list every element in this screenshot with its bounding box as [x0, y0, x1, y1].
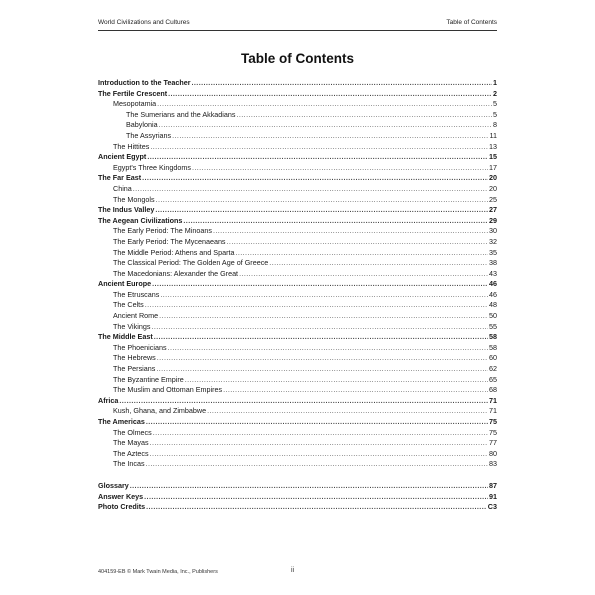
toc-entry: [98, 300, 497, 311]
toc-entry: [98, 332, 497, 343]
toc-entry-page: 35: [489, 247, 497, 257]
page-number: ii: [291, 567, 295, 574]
toc-entry-page: 50: [489, 311, 497, 321]
toc-dot-leader: [207, 406, 488, 417]
running-header: [98, 19, 497, 26]
toc-dot-leader: [269, 258, 488, 269]
toc-dot-leader: [168, 89, 492, 100]
toc-dot-leader: [150, 142, 488, 153]
toc-entry-label: The Mayas: [113, 438, 149, 448]
toc-entry-label: The Assyrians: [126, 130, 172, 140]
toc-entry: [98, 343, 497, 354]
toc-dot-leader: [146, 502, 487, 513]
toc-entry: [98, 481, 497, 492]
toc-entry: [98, 152, 497, 163]
toc-entry-label: The Classical Period: The Golden Age of Greece: [113, 258, 269, 268]
toc-entry: [98, 449, 497, 460]
toc-entry-label: The Incas: [113, 459, 145, 469]
toc-entry-label: The Celts: [113, 300, 144, 310]
toc-entry-page: 20: [489, 183, 497, 193]
toc-entry-label: The Aegean Civilizations: [98, 215, 183, 225]
toc-dot-leader: [159, 120, 492, 131]
toc-dot-leader: [146, 459, 488, 470]
toc-dot-leader: [154, 332, 488, 343]
toc-entry: [98, 120, 497, 131]
toc-entry: [98, 375, 497, 386]
toc-dot-leader: [227, 237, 488, 248]
toc-entry-page: 46: [489, 279, 497, 289]
toc-entry-label: Egypt's Three Kingdoms: [113, 162, 191, 172]
toc-entry: [98, 237, 497, 248]
toc-entry-label: Kush, Ghana, and Zimbabwe: [113, 406, 207, 416]
toc-entry: [98, 184, 497, 195]
toc-dot-leader: [168, 343, 488, 354]
toc-entry-page: 75: [489, 417, 497, 426]
toc-entry-page: 15: [489, 152, 497, 162]
toc-entry-page: 32: [489, 236, 497, 246]
toc-entry-label: Mesopotamia: [113, 99, 157, 109]
toc-entry-label: The Middle Period: Athens and Sparta: [113, 247, 235, 257]
toc-dot-leader: [152, 279, 488, 290]
toc-entry-label: The Muslim and Ottoman Empires: [113, 385, 223, 395]
toc-entry-page: 5: [493, 109, 497, 119]
toc-entry-label: Glossary: [98, 480, 129, 490]
toc-entry-label: The Sumerians and the Akkadians: [126, 109, 236, 119]
toc-entry-page: 27: [489, 205, 497, 215]
toc-entry: [98, 226, 497, 237]
toc-dot-leader: [151, 322, 488, 333]
toc-entry-page: 30: [489, 226, 497, 236]
toc-entry-label: Answer Keys: [98, 491, 144, 501]
toc-entry: [98, 364, 497, 375]
toc-entry: [98, 89, 497, 100]
toc-entry: [98, 385, 497, 396]
toc-entry: [98, 173, 497, 184]
toc-entry: [98, 205, 497, 216]
toc-entry-label: The Phoenicians: [113, 342, 167, 352]
toc-dot-leader: [145, 300, 488, 311]
toc-dot-leader: [157, 99, 492, 110]
toc-dot-leader: [239, 269, 488, 280]
toc-entry-label: The Vikings: [113, 321, 151, 331]
toc-entry: [98, 258, 497, 269]
toc-entry-label: The Americas: [98, 417, 145, 426]
toc-entry-page: 55: [489, 321, 497, 331]
toc-entry-page: 25: [489, 194, 497, 204]
toc-entry: [98, 99, 497, 110]
toc-entry-label: The Aztecs: [113, 448, 149, 458]
toc-entry-page: 80: [489, 448, 497, 458]
toc-entry-page: 87: [489, 480, 497, 490]
toc-dot-leader: [156, 364, 488, 375]
toc-dot-leader: [153, 428, 488, 439]
toc-dot-leader: [223, 385, 488, 396]
toc-entry-label: The Etruscans: [113, 289, 160, 299]
toc-entry-label: Photo Credits: [98, 502, 146, 512]
toc-entry: [98, 248, 497, 259]
toc-dot-leader: [172, 131, 488, 142]
toc-dot-leader: [157, 353, 488, 364]
toc-entry-page: 38: [489, 258, 497, 268]
toc-dot-leader: [150, 449, 488, 460]
toc-entry-label: The Indus Valley: [98, 205, 155, 215]
toc-dot-leader: [147, 152, 488, 163]
toc-entry-label: Ancient Rome: [113, 311, 159, 321]
toc-entry-label: Babylonia: [126, 120, 158, 130]
toc-entry-page: 20: [489, 173, 497, 183]
toc-entry-label: The Olmecs: [113, 427, 152, 437]
toc-entry-label: The Byzantine Empire: [113, 374, 184, 384]
toc-entry-page: 29: [489, 215, 497, 225]
toc-entry-label: The Far East: [98, 173, 142, 183]
toc-dot-leader: [144, 492, 488, 503]
toc-entry: [98, 492, 497, 503]
toc-entry-label: The Fertile Crescent: [98, 88, 168, 98]
toc-entry: [98, 290, 497, 301]
toc-dot-leader: [236, 110, 492, 121]
toc-entry: [98, 142, 497, 153]
toc-dot-leader: [133, 184, 488, 195]
toc-entry-page: 48: [489, 300, 497, 310]
toc-entry: [98, 459, 497, 470]
toc-entry-label: China: [113, 183, 132, 193]
toc-entry-page: 1: [493, 78, 497, 87]
toc-dot-leader: [150, 438, 488, 449]
header-section-title: Table of Contents: [446, 19, 497, 26]
toc-entry-page: 13: [489, 141, 497, 151]
toc-entry-label: Introduction to the Teacher: [98, 78, 191, 87]
toc-dot-leader: [192, 78, 492, 89]
toc-entry-page: 83: [489, 459, 497, 469]
toc-entry-page: 43: [489, 268, 497, 278]
toc-entry: [98, 322, 497, 333]
toc-entry-page: 2: [493, 88, 497, 98]
toc-dot-leader: [185, 375, 488, 386]
toc-entry: [98, 438, 497, 449]
toc-entry-page: 58: [489, 332, 497, 342]
toc-entry: [98, 131, 497, 142]
toc-entry: [98, 279, 497, 290]
toc-entry-page: 58: [489, 342, 497, 352]
toc-entry-label: Ancient Europe: [98, 279, 152, 289]
toc-entry: [98, 502, 497, 513]
toc-entry-label: The Macedonians: Alexander the Great: [113, 268, 239, 278]
toc-dot-leader: [183, 216, 488, 227]
toc-entry-label: The Early Period: The Mycenaeans: [113, 236, 226, 246]
toc-entry-label: The Mongols: [113, 194, 155, 204]
toc-entry-label: The Hebrews: [113, 353, 156, 363]
toc-entry-page: 77: [489, 438, 497, 448]
page-title: Table of Contents: [241, 51, 354, 66]
toc-dot-leader: [213, 226, 488, 237]
toc-entry: [98, 78, 497, 89]
toc-entry-page: 46: [489, 289, 497, 299]
toc-entry: [98, 428, 497, 439]
toc-entry: [98, 110, 497, 121]
toc-entry: [98, 353, 497, 364]
toc-entry: [98, 417, 497, 428]
toc-entry-page: 17: [489, 162, 497, 172]
toc-dot-leader: [192, 163, 488, 174]
toc-dot-leader: [146, 417, 488, 428]
toc-entry-page: 5: [493, 99, 497, 109]
toc-entry-page: 8: [493, 120, 497, 130]
toc-entry-page: 91: [489, 491, 497, 501]
header-divider: [98, 30, 497, 31]
toc-dot-leader: [159, 311, 488, 322]
toc-entry-page: 11: [489, 130, 497, 140]
toc-entry-page: 68: [489, 385, 497, 395]
toc-entry-label: The Hittites: [113, 141, 150, 151]
toc-dot-leader: [142, 173, 488, 184]
toc-dot-leader: [119, 396, 488, 407]
toc-entry-page: 65: [489, 374, 497, 384]
toc-entry-label: The Early Period: The Minoans: [113, 226, 212, 236]
toc-dot-leader: [155, 205, 488, 216]
toc-entry: [98, 269, 497, 280]
toc-entry-page: 62: [489, 364, 497, 374]
toc-entry-page: 75: [489, 427, 497, 437]
toc-entry: [98, 396, 497, 407]
toc-entry-page: 60: [489, 353, 497, 363]
toc-entry-page: 71: [489, 406, 497, 416]
toc-dot-leader: [235, 248, 488, 259]
toc-entry: [98, 311, 497, 322]
toc-entry: [98, 216, 497, 227]
toc-group-gap: [98, 470, 497, 481]
toc-entry-label: The Persians: [113, 364, 156, 374]
toc-entry-label: The Middle East: [98, 332, 153, 342]
header-book-title: World Civilizations and Cultures: [98, 19, 190, 26]
toc-dot-leader: [130, 481, 488, 492]
toc-entry-page: C3: [487, 502, 497, 512]
toc-entry: [98, 195, 497, 206]
toc-entry: [98, 406, 497, 417]
footer-credit: 404159-EB © Mark Twain Media, Inc., Publishers: [98, 569, 218, 575]
table-of-contents: [98, 78, 497, 513]
toc-entry-page: 71: [489, 395, 497, 405]
toc-entry: [98, 163, 497, 174]
toc-entry-label: Ancient Egypt: [98, 152, 147, 162]
toc-dot-leader: [160, 290, 488, 301]
toc-dot-leader: [156, 195, 488, 206]
toc-entry-label: Africa: [98, 395, 119, 405]
